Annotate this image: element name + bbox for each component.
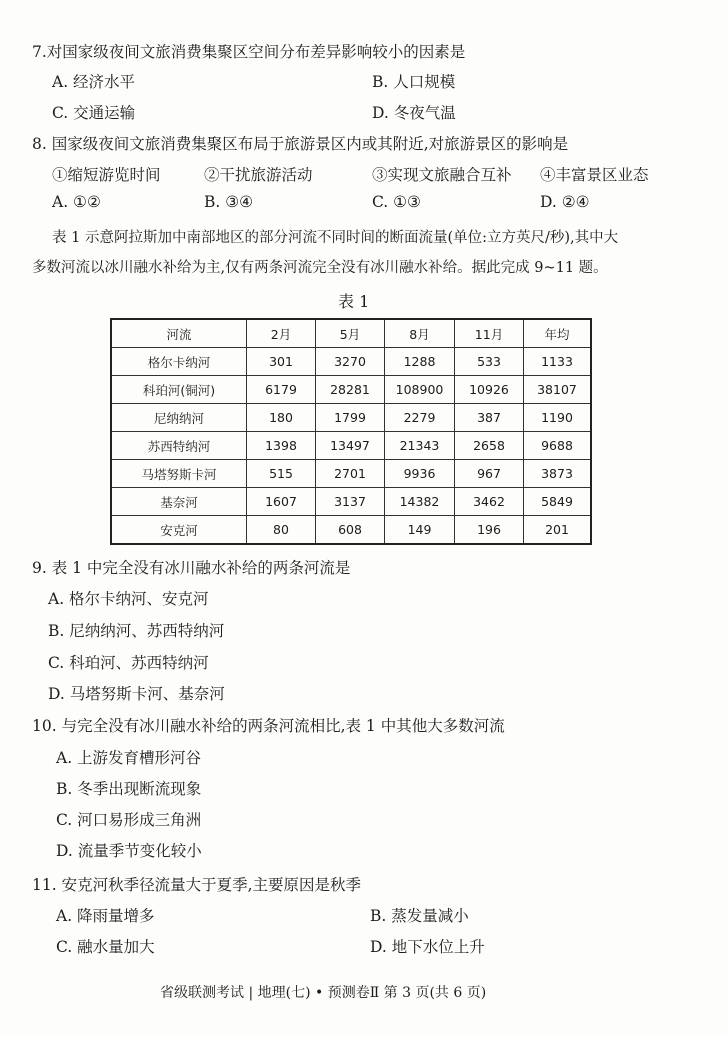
flow-cell: 5849 bbox=[524, 488, 592, 516]
flow-cell: 2658 bbox=[455, 432, 524, 460]
river-name: 尼纳纳河 bbox=[111, 404, 247, 432]
q11-option-a: A. 降雨量增多 bbox=[56, 907, 155, 925]
flow-cell: 1607 bbox=[247, 488, 316, 516]
flow-cell: 6179 bbox=[247, 376, 316, 404]
q7-option-c: C. 交通运输 bbox=[52, 104, 136, 122]
table-row bbox=[111, 348, 591, 376]
q8-stem: 8. 国家级夜间文旅消费集聚区布局于旅游景区内或其附近,对旅游景区的影响是 bbox=[32, 135, 569, 153]
river-name: 安克河 bbox=[111, 516, 247, 545]
flow-cell: 9936 bbox=[385, 460, 455, 488]
header-nov: 11月 bbox=[455, 319, 524, 348]
q9-option-d: D. 马塔努斯卡河、基奈河 bbox=[48, 685, 225, 703]
river-name: 基奈河 bbox=[111, 488, 247, 516]
q9-option-c: C. 科珀河、苏西特纳河 bbox=[48, 654, 209, 672]
flow-cell: 387 bbox=[455, 404, 524, 432]
q11-option-c: C. 融水量加大 bbox=[56, 938, 155, 956]
q8-option-d: D. ②④ bbox=[540, 193, 590, 211]
q8-option-c: C. ①③ bbox=[372, 193, 421, 211]
q11-option-d: D. 地下水位上升 bbox=[370, 938, 485, 956]
flow-cell: 533 bbox=[455, 348, 524, 376]
header-annual: 年均 bbox=[524, 319, 592, 348]
q7-option-a: A. 经济水平 bbox=[52, 73, 136, 91]
q8-statement-2: ②干扰旅游活动 bbox=[204, 166, 313, 184]
flow-cell: 1288 bbox=[385, 348, 455, 376]
flow-cell: 180 bbox=[247, 404, 316, 432]
flow-cell: 3873 bbox=[524, 460, 592, 488]
table-row bbox=[111, 404, 591, 432]
q10-option-d: D. 流量季节变化较小 bbox=[56, 842, 202, 860]
flow-cell: 38107 bbox=[524, 376, 592, 404]
table-title: 表 1 bbox=[338, 292, 370, 311]
flow-cell: 9688 bbox=[524, 432, 592, 460]
river-name: 苏西特纳河 bbox=[111, 432, 247, 460]
table-row bbox=[111, 488, 591, 516]
table-row bbox=[111, 376, 591, 404]
q9-option-a: A. 格尔卡纳河、安克河 bbox=[48, 590, 209, 608]
flow-cell: 1190 bbox=[524, 404, 592, 432]
river-name: 格尔卡纳河 bbox=[111, 348, 247, 376]
flow-cell: 515 bbox=[247, 460, 316, 488]
flow-cell: 21343 bbox=[385, 432, 455, 460]
flow-cell: 1133 bbox=[524, 348, 592, 376]
header-river: 河流 bbox=[111, 319, 247, 348]
q9-stem: 9. 表 1 中完全没有冰川融水补给的两条河流是 bbox=[32, 559, 351, 577]
flow-cell: 13497 bbox=[316, 432, 385, 460]
flow-cell: 3137 bbox=[316, 488, 385, 516]
q10-option-c: C. 河口易形成三角洲 bbox=[56, 811, 202, 829]
table-header-row bbox=[111, 319, 591, 348]
page-footer: 省级联测考试 | 地理(七) • 预测卷Ⅱ 第 3 页(共 6 页) bbox=[160, 985, 487, 1001]
table-row bbox=[111, 432, 591, 460]
q8-statement-3: ③实现文旅融合互补 bbox=[372, 166, 512, 184]
flow-cell: 80 bbox=[247, 516, 316, 545]
q8-statement-1: ①缩短游览时间 bbox=[52, 166, 161, 184]
river-name: 马塔努斯卡河 bbox=[111, 460, 247, 488]
table-row bbox=[111, 516, 591, 545]
flow-cell: 201 bbox=[524, 516, 592, 545]
flow-cell: 1799 bbox=[316, 404, 385, 432]
flow-cell: 196 bbox=[455, 516, 524, 545]
q8-option-b: B. ③④ bbox=[204, 193, 254, 211]
q11-stem: 11. 安克河秋季径流量大于夏季,主要原因是秋季 bbox=[32, 876, 362, 894]
q9-option-b: B. 尼纳纳河、苏西特纳河 bbox=[48, 622, 225, 640]
intro-line-1: 表 1 示意阿拉斯加中南部地区的部分河流不同时间的断面流量(单位:立方英尺/秒),其中大 bbox=[52, 230, 619, 246]
flow-cell: 1398 bbox=[247, 432, 316, 460]
q11-option-b: B. 蒸发量减小 bbox=[370, 907, 469, 925]
flow-cell: 2279 bbox=[385, 404, 455, 432]
header-feb: 2月 bbox=[247, 319, 316, 348]
flow-cell: 149 bbox=[385, 516, 455, 545]
flow-cell: 10926 bbox=[455, 376, 524, 404]
flow-cell: 967 bbox=[455, 460, 524, 488]
flow-cell: 108900 bbox=[385, 376, 455, 404]
flow-cell: 3462 bbox=[455, 488, 524, 516]
q7-option-d: D. 冬夜气温 bbox=[372, 104, 456, 122]
header-may: 5月 bbox=[316, 319, 385, 348]
q8-option-a: A. ①② bbox=[52, 193, 101, 211]
q10-option-a: A. 上游发育槽形河谷 bbox=[56, 749, 202, 767]
q10-option-b: B. 冬季出现断流现象 bbox=[56, 780, 202, 798]
q8-statement-4: ④丰富景区业态 bbox=[540, 166, 649, 184]
q10-stem: 10. 与完全没有冰川融水补给的两条河流相比,表 1 中其他大多数河流 bbox=[32, 717, 505, 735]
flow-table bbox=[110, 318, 592, 545]
flow-cell: 301 bbox=[247, 348, 316, 376]
flow-cell: 14382 bbox=[385, 488, 455, 516]
flow-cell: 3270 bbox=[316, 348, 385, 376]
q7-option-b: B. 人口规模 bbox=[372, 73, 456, 91]
flow-cell: 28281 bbox=[316, 376, 385, 404]
flow-cell: 2701 bbox=[316, 460, 385, 488]
header-aug: 8月 bbox=[385, 319, 455, 348]
q7-stem: 7.对国家级夜间文旅消费集聚区空间分布差异影响较小的因素是 bbox=[32, 43, 466, 61]
river-name: 科珀河(铜河) bbox=[111, 376, 247, 404]
table-row bbox=[111, 460, 591, 488]
flow-cell: 608 bbox=[316, 516, 385, 545]
intro-line-2: 多数河流以冰川融水补给为主,仅有两条河流完全没有冰川融水补给。据此完成 9~11 题。 bbox=[32, 260, 608, 276]
